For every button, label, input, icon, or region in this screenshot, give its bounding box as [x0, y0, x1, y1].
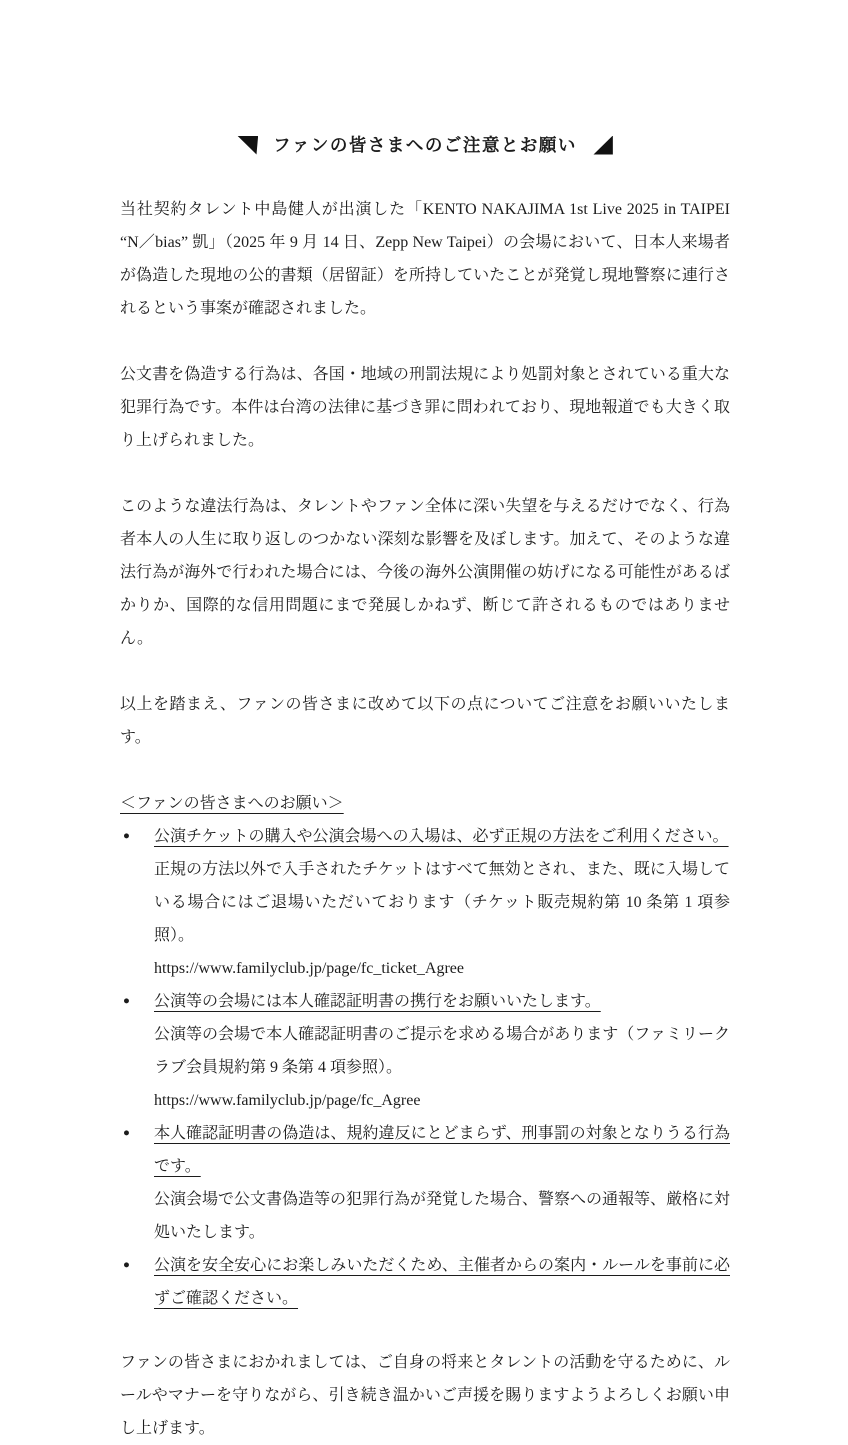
left-triangle-icon	[237, 136, 258, 155]
bullet-body-forgery: 公演会場で公文書偽造等の犯罪行為が発覚した場合、警察への通報等、厳格に対処いたします。	[154, 1191, 731, 1241]
page-title	[120, 133, 730, 157]
closing-paragraph: ファンの皆さまにおかれましては、ご自身の将来とタレントの活動を守るために、ルールやマナーを守りながら、引き続き温かいご声援を賜りますようよろしくお願い申し上げます。	[120, 1354, 730, 1437]
request-list	[120, 820, 730, 1315]
bullet-icon: ●	[123, 830, 130, 842]
bullet-head-id: 公演等の会場には本人確認証明書の携行をお願いいたします。	[154, 993, 601, 1010]
list-item-ticket	[120, 820, 730, 985]
list-item-id	[120, 985, 730, 1117]
paragraph-impact: このような違法行為は、タレントやファン全体に深い失望を与えるだけでなく、行為者本人の人生に取り返しのつかない深刻な影響を及ぼします。加えて、そのような違法行為が海外で行われた場合には、今後の海外公演開催の妨げになる可能性があるばかりか、国際的な信用問題にまで発展しかねず、断じて許されるものではありません。	[120, 498, 730, 647]
list-item-content	[154, 820, 730, 985]
list-item-content	[154, 1117, 730, 1249]
bullet-icon: ●	[123, 995, 130, 1007]
paragraph-request-intro: 以上を踏まえ、ファンの皆さまに改めて以下の点についてご注意をお願いいたします。	[120, 696, 730, 746]
fanclub-agreement-link[interactable]: https://www.familyclub.jp/page/fc_Agree	[154, 1092, 421, 1109]
paragraph-incident: 当社契約タレント中島健人が出演した「KENTO NAKAJIMA 1st Live 2025 in TAIPEI “N／bias” 凱」（2025 年 9 月 14 日、Zepp New Taipei）の会場において、日本人来場者が偽造した現地の公的書類（居留証）を所持していたことが発覚し現地警察に連行されるという事案が確認されました。	[120, 201, 730, 317]
list-item-forgery	[120, 1117, 730, 1249]
list-item-content	[154, 1249, 730, 1315]
right-triangle-icon	[592, 136, 613, 155]
bullet-body-ticket: 正規の方法以外で入手されたチケットはすべて無効とされ、また、既に入場している場合にはご退場いただいております（チケット販売規約第 10 条第 1 項参照）。	[154, 861, 730, 944]
list-item-content	[154, 985, 730, 1117]
page-title-text: ファンの皆さまへのご注意とお願い	[273, 135, 577, 155]
bullet-head-forgery: 本人確認証明書の偽造は、規約違反にとどまらず、刑事罰の対象となりうる行為です。	[154, 1125, 730, 1175]
bullet-icon: ●	[123, 1259, 130, 1271]
paragraph-crime: 公文書を偽造する行為は、各国・地域の刑罰法規により処罰対象とされている重大な犯罪行為です。本件は台湾の法律に基づき罪に問われており、現地報道でも大きく取り上げられました。	[120, 366, 730, 449]
bullet-head-rules: 公演を安全安心にお楽しみいただくため、主催者からの案内・ルールを事前に必ずご確認ください。	[154, 1257, 730, 1307]
request-heading: ＜ファンの皆さまへのお願い＞	[120, 795, 344, 812]
bullet-body-id: 公演等の会場で本人確認証明書のご提示を求める場合があります（ファミリークラブ会員規約第 9 条第 4 項参照）。	[154, 1026, 730, 1076]
list-item-rules	[120, 1249, 730, 1315]
bullet-head-ticket: 公演チケットの購入や公演会場への入場は、必ず正規の方法をご利用ください。	[154, 828, 729, 845]
ticket-agreement-link[interactable]: https://www.familyclub.jp/page/fc_ticket_Agree	[154, 960, 464, 977]
bullet-icon: ●	[123, 1127, 130, 1139]
